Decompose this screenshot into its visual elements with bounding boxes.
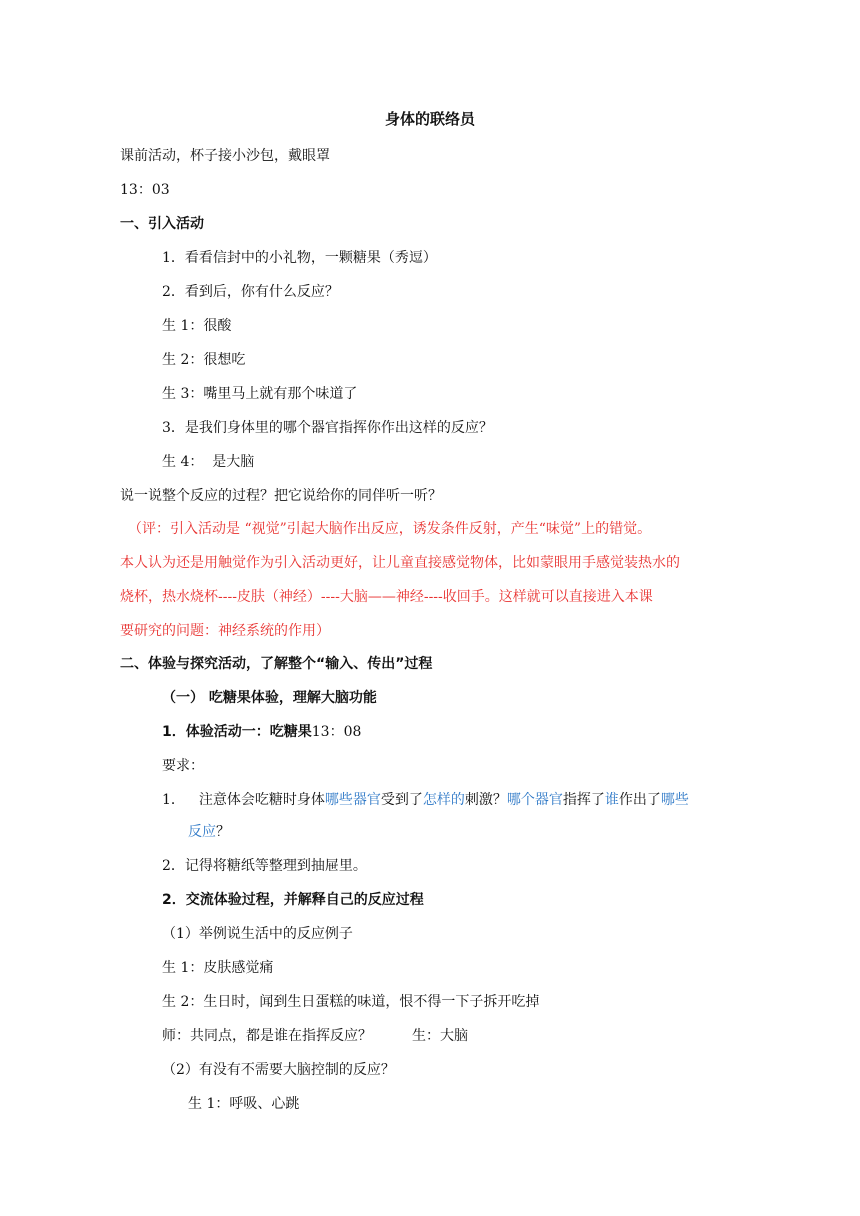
text-span: 注意体会吃糖时身体 — [198, 792, 325, 808]
text-span: 指挥了 — [562, 792, 605, 808]
text-span: 刺激？ — [464, 792, 507, 808]
question-line: （2）有没有不需要大脑控制的反应？ — [162, 1062, 395, 1078]
teacher-question — [162, 1026, 468, 1046]
student-answer: 生 1：皮肤感觉痛 — [162, 960, 274, 976]
highlight-span: 哪些 — [660, 792, 689, 808]
text-span: ？ — [216, 824, 230, 840]
student-answer: 生 4： 是大脑 — [162, 454, 255, 470]
highlight-span: 反应 — [188, 824, 216, 840]
list-item: 3．是我们身体里的哪个器官指挥你作出这样的反应？ — [162, 420, 493, 436]
list-item: 1．看看信封中的小礼物，一颗糖果（秀逗） — [162, 250, 437, 266]
requirement-item-continued — [188, 822, 230, 842]
comment-line: 本人认为还是用触觉作为引入活动更好，让儿童直接感觉物体，比如蒙眼用手感觉装热水的 — [120, 555, 680, 571]
student-answer: 生 1：呼吸、心跳 — [188, 1096, 300, 1112]
text-span: 作出了 — [618, 792, 661, 808]
highlight-span: 哪个器官 — [506, 792, 563, 808]
comment-line: （评：引入活动是 “视觉”引起大脑作出反应，诱发条件反射，产生“味觉”上的错觉。 — [128, 521, 652, 537]
subsection-heading: （一） 吃糖果体验，理解大脑功能 — [162, 690, 377, 706]
highlight-span: 怎样的 — [422, 792, 465, 808]
activity-title: 1．体验活动一：吃糖果 — [162, 724, 312, 740]
student-answer: 生 2：生日时，闻到生日蛋糕的味道，恨不得一下子拆开吃掉 — [162, 994, 540, 1010]
highlight-span: 谁 — [604, 792, 619, 808]
requirement-item: 2．记得将糖纸等整理到抽屉里。 — [162, 858, 367, 874]
requirement-item — [162, 790, 689, 810]
activity-heading — [162, 722, 361, 742]
item-number: 1． — [162, 792, 185, 808]
document-title: 身体的联络员 — [384, 110, 475, 128]
teacher-text: 师：共同点，都是谁在指挥反应？ — [162, 1028, 372, 1044]
requirements-label: 要求： — [162, 758, 204, 774]
highlight-span: 哪些器官 — [324, 792, 381, 808]
student-answer: 生 3：嘴里马上就有那个味道了 — [162, 386, 358, 402]
student-answer: 生 1：很酸 — [162, 318, 232, 334]
question-line: （1）举例说生活中的反应例子 — [162, 926, 353, 942]
text-span: 受到了 — [380, 792, 423, 808]
section-2-heading: 二、体验与探究活动，了解整个“输入、传出”过程 — [120, 656, 433, 672]
activity-heading: 2．交流体验过程，并解释自己的反应过程 — [162, 892, 424, 908]
comment-line: 要研究的问题：神经系统的作用） — [120, 623, 330, 639]
timestamp: 13：03 — [120, 182, 170, 198]
student-reply: 生：大脑 — [412, 1028, 468, 1044]
list-item: 2．看到后，你有什么反应？ — [162, 284, 339, 300]
summary-line: 说一说整个反应的过程？把它说给你的同伴听一听？ — [120, 488, 442, 504]
comment-line: 烧杯，热水烧杯----皮肤（神经）----大脑——神经----收回手。这样就可以直接进入本课 — [120, 589, 653, 605]
student-answer: 生 2：很想吃 — [162, 352, 246, 368]
intro-line: 课前活动，杯子接小沙包，戴眼罩 — [120, 148, 330, 164]
section-1-heading: 一、引入活动 — [120, 216, 204, 232]
activity-time: 13：08 — [311, 724, 362, 740]
